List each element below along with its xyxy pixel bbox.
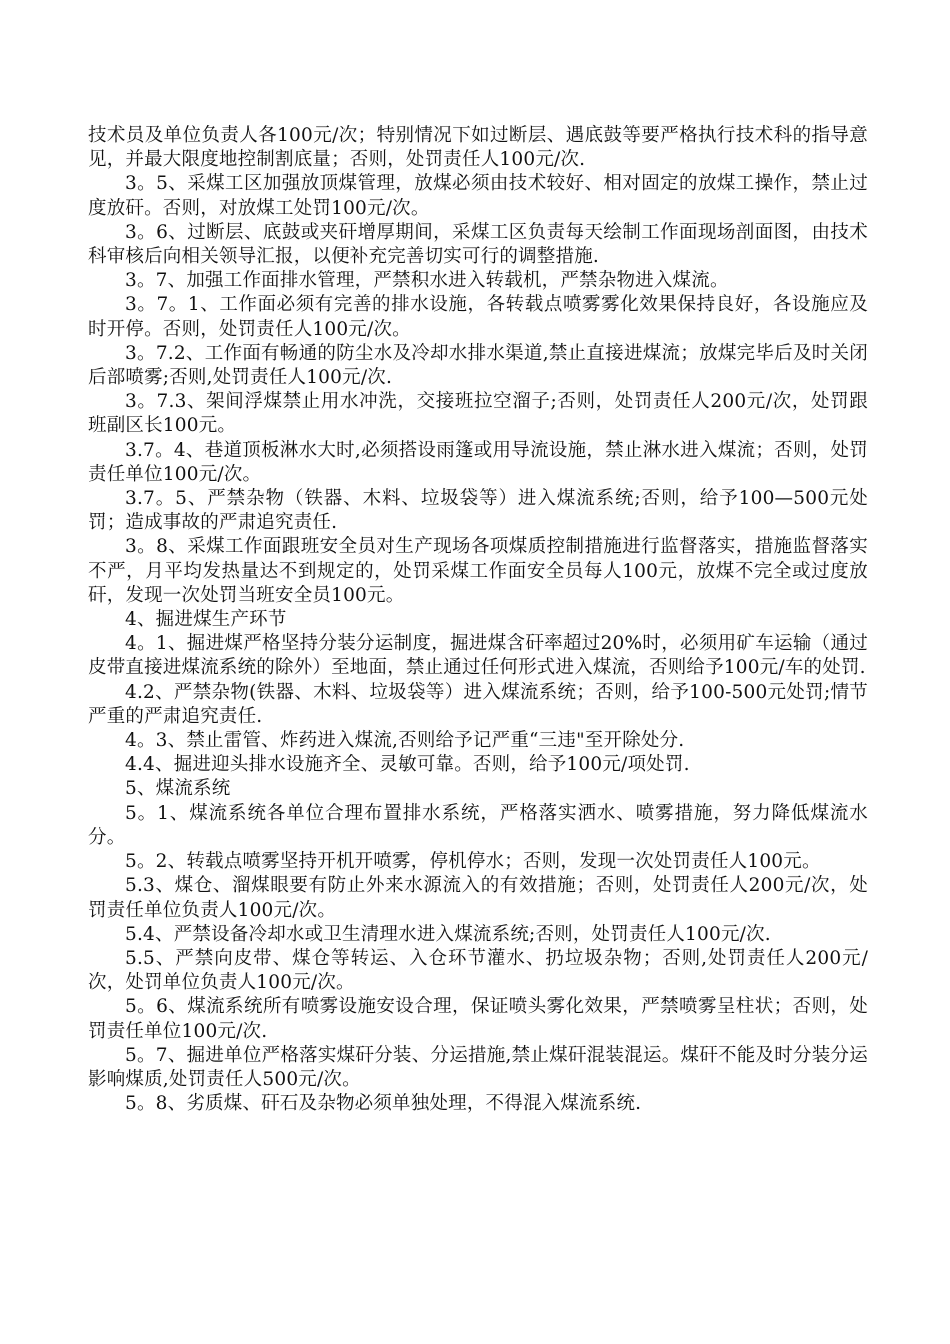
- paragraph: 5.4、严禁设备冷却水或卫生清理水进入煤流系统;否则，处罚责任人100元/次.: [125, 923, 771, 945]
- paragraph: 5。7、掘进单位严格落实煤矸分装、分运措施,禁止煤矸混装混运。煤矸不能及时分装分运影响煤质,处罚责任人500元/次。: [88, 1044, 868, 1090]
- paragraph: 3。7.3、架间浮煤禁止用水冲洗，交接班拉空溜子;否则，处罚责任人200元/次，处罚跟班副区长100元。: [88, 391, 868, 437]
- paragraph: 5.3、煤仓、溜煤眼要有防止外来水源流入的有效措施；否则，处罚责任人200元/次，处罚责任单位负责人100元/次。: [88, 875, 868, 921]
- paragraph: 5。2、转载点喷雾坚持开机开喷雾，停机停水；否则，发现一次处罚责任人100元。: [125, 851, 821, 873]
- paragraph: 5.5、严禁向皮带、煤仓等转运、入仓环节灌水、扔垃圾杂物；否则,处罚责任人200元/次，处罚单位负责人100元/次。: [88, 947, 868, 994]
- paragraph: 技术员及单位负责人各100元/次；特别情况下如过断层、遇底鼓等要严格执行技术科的指导意见，并最大限度地控制割底量；否则，处罚责任人100元/次.: [88, 125, 868, 171]
- paragraph: 5。8、劣质煤、矸石及杂物必须单独处理，不得混入煤流系统.: [125, 1093, 642, 1115]
- document-body: [88, 124, 868, 1116]
- paragraph: 3。8、采煤工作面跟班安全员对生产现场各项煤质控制措施进行监督落实，措施监督落实不严，月平均发热量达不到规定的，处罚采煤工作面安全员每人100元，放煤不完全或过度放矸，发现一次处罚当班安全员100元。: [88, 536, 868, 606]
- paragraph: 5。1、煤流系统各单位合理布置排水系统，严格落实洒水、喷雾措施，努力降低煤流水分。: [88, 802, 868, 848]
- paragraph: 5。6、煤流系统所有喷雾设施安设合理，保证喷头雾化效果，严禁喷雾呈柱状；否则，处罚责任单位100元/次.: [88, 996, 868, 1042]
- paragraph: 3。6、过断层、底鼓或夹矸增厚期间，采煤工区负责每天绘制工作面现场剖面图，由技术科审核后向相关领导汇报，以便补充完善切实可行的调整措施.: [88, 221, 868, 268]
- paragraph: 3.7。5、严禁杂物（铁器、木料、垃圾袋等）进入煤流系统;否则，给予100—500元处罚；造成事故的严肃追究责任.: [88, 488, 868, 534]
- section-heading: 5、煤流系统: [125, 778, 231, 800]
- paragraph: 4.4、掘进迎头排水设施齐全、灵敏可靠。否则，给予100元/项处罚.: [125, 754, 690, 776]
- section-heading: 4、掘进煤生产环节: [125, 609, 287, 631]
- paragraph: 4。1、掘进煤严格坚持分装分运制度，掘进煤含矸率超过20%时，必须用矿车运输（通过皮带直接进煤流系统的除外）至地面，禁止通过任何形式进入煤流，否则给予100元/车的处罚.: [88, 633, 868, 679]
- paragraph: 3。7、加强工作面排水管理，严禁积水进入转载机，严禁杂物进入煤流。: [125, 270, 729, 292]
- paragraph: 3。7.2、工作面有畅通的防尘水及冷却水排水渠道,禁止直接进煤流；放煤完毕后及时关闭后部喷雾;否则,处罚责任人100元/次.: [88, 342, 868, 389]
- paragraph: 3。5、采煤工区加强放顶煤管理，放煤必须由技术较好、相对固定的放煤工操作，禁止过度放矸。否则，对放煤工处罚100元/次。: [88, 173, 868, 219]
- paragraph: 3。7。1、工作面必须有完善的排水设施，各转载点喷雾雾化效果保持良好，各设施应及时开停。否则，处罚责任人100元/次。: [88, 294, 868, 340]
- paragraph: 4.2、严禁杂物(铁器、木料、垃圾袋等）进入煤流系统；否则，给予100-500元处罚;情节严重的严肃追究责任.: [88, 681, 868, 727]
- paragraph: 4。3、禁止雷管、炸药进入煤流,否则给予记严重“三违"至开除处分.: [125, 730, 685, 752]
- paragraph: 3.7。4、巷道顶板淋水大时,必须搭设雨篷或用导流设施，禁止淋水进入煤流；否则，处罚责任单位100元/次。: [88, 439, 868, 485]
